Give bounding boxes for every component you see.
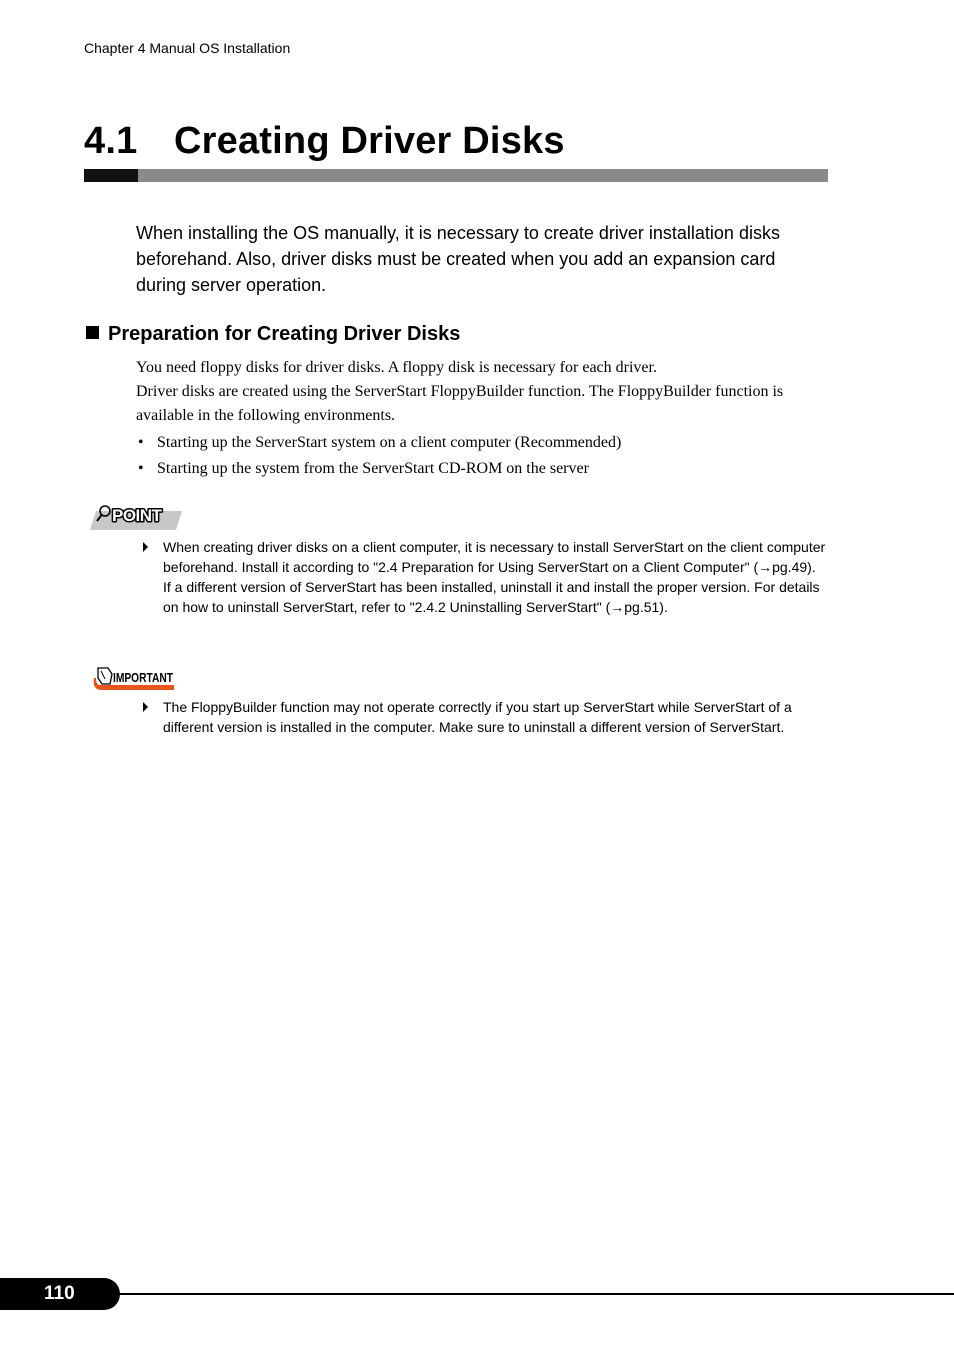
bullet-list xyxy=(136,430,826,482)
footer-rule xyxy=(112,1293,954,1295)
bullet-dot-icon: • xyxy=(138,460,144,477)
triangle-bullet-icon xyxy=(143,542,148,552)
point-note xyxy=(163,537,833,617)
point-note-line: If a different version of ServerStart has been installed, uninstall it and install the proper version. For details on how to uninstall ServerStart, refer to "2.4.2 Uninstalling ServerStart" (→pg.51). xyxy=(163,579,820,615)
triangle-bullet-icon xyxy=(143,702,148,712)
section-title-text: Creating Driver Disks xyxy=(174,120,565,162)
important-note-text: The FloppyBuilder function may not operate correctly if you start up ServerStart while ServerStart of a different version is installed in the computer. Make sure to uninstall a different version of ServerStart. xyxy=(163,699,792,735)
list-item-text: Starting up the system from the ServerStart CD-ROM on the server xyxy=(157,460,589,477)
important-note xyxy=(163,697,833,737)
list-item xyxy=(136,456,826,482)
page-title xyxy=(84,120,565,163)
title-bar-accent xyxy=(84,169,138,182)
page-number: 110 xyxy=(44,1283,75,1304)
intro-paragraph: When installing the OS manually, it is necessary to create driver installation disks beforehand. Also, driver disks must be created when you add an expansion card during server operation. xyxy=(136,223,780,295)
important-badge-label: IMPORTANT xyxy=(113,670,174,685)
title-bar xyxy=(138,169,828,182)
section-heading-text: Preparation for Creating Driver Disks xyxy=(108,323,461,345)
point-badge-label: POINT xyxy=(112,506,162,525)
list-item xyxy=(136,430,826,456)
point-note-line: When creating driver disks on a client computer, it is necessary to install ServerStart on the client computer beforehand. Install it according to "2.4 Preparation for Using ServerStart on a Client Computer" (→pg.49). xyxy=(163,539,826,575)
bullet-dot-icon: • xyxy=(138,434,144,451)
running-head: Chapter 4 Manual OS Installation xyxy=(84,40,291,56)
list-item-text: Starting up the ServerStart system on a client computer (Recommended) xyxy=(157,434,622,451)
important-badge xyxy=(90,664,176,692)
point-badge xyxy=(90,502,182,532)
body-paragraph: Driver disks are created using the ServerStart FloppyBuilder function. The FloppyBuilder function is available in the following environments. xyxy=(136,383,784,424)
square-bullet-icon xyxy=(86,326,99,339)
section-body xyxy=(136,356,826,428)
body-paragraph: You need floppy disks for driver disks. A floppy disk is necessary for each driver. xyxy=(136,359,657,376)
hand-icon xyxy=(98,668,112,684)
section-number: 4.1 xyxy=(84,120,138,162)
section-heading xyxy=(86,323,460,346)
